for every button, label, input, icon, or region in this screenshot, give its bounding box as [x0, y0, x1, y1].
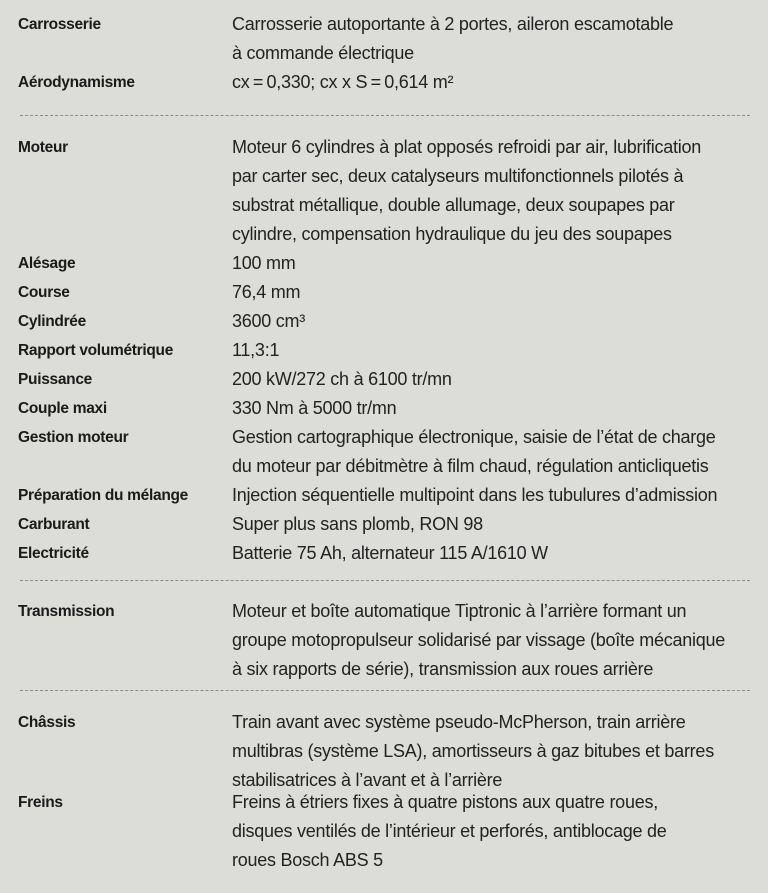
spec-value-line: Gestion cartographique électronique, saisie de l’état de charge [232, 427, 716, 447]
spec-value-line: Injection séquentielle multipoint dans les tubulures d’admission [232, 485, 718, 505]
spec-label: Transmission [18, 603, 115, 620]
spec-value-line: 330 Nm à 5000 tr/mn [232, 398, 397, 418]
spec-value [232, 708, 714, 795]
spec-value-line: du moteur par débitmètre à film chaud, régulation anticliquetis [232, 456, 709, 476]
spec-value-line: substrat métallique, double allumage, deux soupapes par [232, 195, 675, 215]
spec-value-line: disques ventilés de l’intérieur et perforés, antiblocage de [232, 821, 667, 841]
spec-value [232, 481, 717, 510]
spec-value-line: à commande électrique [232, 43, 414, 63]
spec-value-line: Carrosserie autoportante à 2 portes, aileron escamotable [232, 14, 674, 34]
spec-value-line: Freins à étriers fixes à quatre pistons aux quatre roues, [232, 792, 658, 812]
spec-value-line: Moteur et boîte automatique Tiptronic à l’arrière formant un [232, 601, 687, 621]
spec-value [232, 510, 483, 539]
spec-value [232, 539, 548, 568]
spec-value-line: stabilisatrices à l’avant et à l’arrière [232, 770, 503, 790]
spec-label: Course [18, 284, 70, 301]
spec-label: Carrosserie [18, 16, 101, 33]
spec-value-line: à six rapports de série), transmission aux roues arrière [232, 659, 654, 679]
spec-value [232, 133, 701, 249]
spec-value-line: groupe motopropulseur solidarisé par vissage (boîte mécanique [232, 630, 726, 650]
spec-label: Aérodynamisme [18, 74, 135, 91]
spec-value [232, 423, 716, 481]
section-divider [20, 580, 750, 581]
spec-label: Châssis [18, 714, 76, 731]
spec-label: Gestion moteur [18, 429, 129, 446]
spec-label: Alésage [18, 255, 76, 272]
spec-value [232, 394, 396, 423]
spec-value [232, 307, 305, 336]
spec-value-line: Batterie 75 Ah, alternateur 115 A/1610 W [232, 543, 548, 563]
spec-value [232, 249, 296, 278]
spec-value [232, 10, 673, 68]
spec-label: Couple maxi [18, 400, 107, 417]
spec-value [232, 278, 300, 307]
spec-value-line: cx = 0,330; cx x S = 0,614 m² [232, 72, 454, 92]
spec-value-line: 76,4 mm [232, 282, 301, 302]
spec-value [232, 365, 452, 394]
spec-label: Rapport volumétrique [18, 342, 174, 359]
spec-value [232, 788, 667, 875]
spec-value [232, 68, 453, 97]
spec-value-line: Moteur 6 cylindres à plat opposés refroidi par air, lubrification [232, 137, 701, 157]
spec-label: Moteur [18, 139, 68, 156]
spec-value [232, 336, 279, 365]
spec-label: Préparation du mélange [18, 487, 188, 504]
spec-label: Carburant [18, 516, 90, 533]
spec-value-line: 3600 cm³ [232, 311, 306, 331]
spec-label: Cylindrée [18, 313, 86, 330]
spec-label: Puissance [18, 371, 92, 388]
section-divider [20, 690, 750, 691]
spec-value-line: multibras (système LSA), amortisseurs à gaz bitubes et barres [232, 741, 714, 761]
spec-value-line: roues Bosch ABS 5 [232, 850, 383, 870]
spec-value-line: par carter sec, deux catalyseurs multifonctionnels pilotés à [232, 166, 684, 186]
spec-value-line: cylindre, compensation hydraulique du jeu des soupapes [232, 224, 672, 244]
spec-label: Electricité [18, 545, 89, 562]
section-divider [20, 115, 750, 116]
spec-value-line: Super plus sans plomb, RON 98 [232, 514, 483, 534]
spec-value-line: 100 mm [232, 253, 296, 273]
spec-value-line: Train avant avec système pseudo-McPherson, train arrière [232, 712, 686, 732]
spec-value-line: 200 kW/272 ch à 6100 tr/mn [232, 369, 452, 389]
spec-value-line: 11,3:1 [232, 340, 280, 360]
spec-label: Freins [18, 794, 63, 811]
spec-value [232, 597, 725, 684]
